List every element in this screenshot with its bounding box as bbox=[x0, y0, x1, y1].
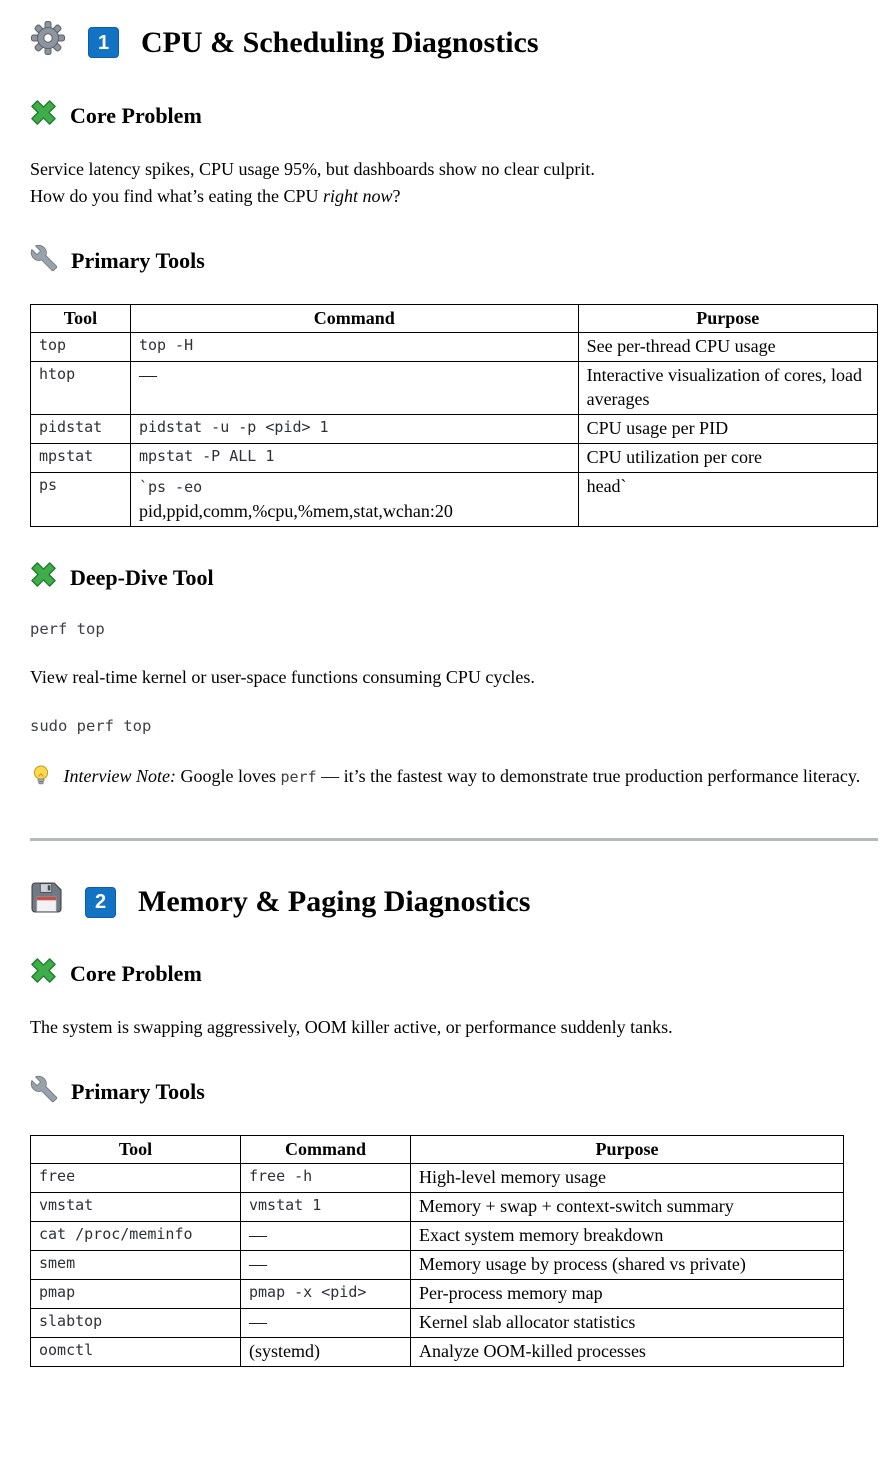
table-row bbox=[31, 1222, 844, 1251]
green-cross-icon bbox=[30, 957, 57, 990]
table-row bbox=[31, 1309, 844, 1338]
column-header-command: Command bbox=[241, 1136, 411, 1164]
purpose-cell: CPU utilization per core bbox=[578, 444, 877, 473]
column-header-tool: Tool bbox=[31, 1136, 241, 1164]
core-problem-heading-1 bbox=[30, 99, 878, 132]
purpose-cell: Exact system memory breakdown bbox=[411, 1222, 844, 1251]
table-row bbox=[31, 1164, 844, 1193]
table-row bbox=[31, 1193, 844, 1222]
command-code-fragment: `ps -eo bbox=[138, 478, 203, 496]
section1-title-row bbox=[30, 20, 878, 65]
deep-dive-label: Deep-Dive Tool bbox=[70, 564, 214, 590]
column-header-purpose: Purpose bbox=[578, 305, 877, 333]
note-inline-code: perf bbox=[280, 768, 317, 786]
purpose-cell: CPU usage per PID bbox=[578, 415, 877, 444]
core-problem-label: Core Problem bbox=[70, 960, 202, 986]
command-cell: top -H bbox=[130, 333, 578, 362]
note-label: Interview Note: bbox=[63, 766, 176, 786]
table-row bbox=[31, 415, 878, 444]
purpose-cell: head` bbox=[578, 473, 877, 527]
green-cross-icon bbox=[30, 561, 57, 594]
primary-tools-heading-1 bbox=[30, 244, 878, 278]
table-header-row bbox=[31, 305, 878, 333]
tool-cell: top bbox=[31, 333, 131, 362]
purpose-cell: Memory + swap + context-switch summary bbox=[411, 1193, 844, 1222]
lightbulb-icon bbox=[30, 770, 57, 790]
memory-tools-table bbox=[30, 1135, 844, 1367]
purpose-cell: Per-process memory map bbox=[411, 1280, 844, 1309]
command-cell: (systemd) bbox=[241, 1338, 411, 1367]
green-cross-icon bbox=[30, 99, 57, 132]
deep-dive-description: View real-time kernel or user-space functions consuming CPU cycles. bbox=[30, 667, 535, 687]
command-cell: — bbox=[241, 1251, 411, 1280]
tool-cell: mpstat bbox=[31, 444, 131, 473]
tool-cell: pidstat bbox=[31, 415, 131, 444]
purpose-cell: Interactive visualization of cores, load averages bbox=[578, 362, 877, 415]
deep-dive-heading bbox=[30, 561, 878, 594]
command-cell bbox=[130, 473, 578, 527]
gear-icon bbox=[30, 20, 66, 65]
command-cell: vmstat 1 bbox=[241, 1193, 411, 1222]
code-perf-top: perf top bbox=[30, 620, 105, 638]
purpose-cell: Analyze OOM-killed processes bbox=[411, 1338, 844, 1367]
tool-cell: ps bbox=[31, 473, 131, 527]
tool-cell: smem bbox=[31, 1251, 241, 1280]
primary-tools-label: Primary Tools bbox=[71, 1079, 205, 1104]
column-header-tool: Tool bbox=[31, 305, 131, 333]
core-problem-heading-2 bbox=[30, 957, 878, 990]
command-cell: pidstat -u -p <pid> 1 bbox=[130, 415, 578, 444]
problem-line-2-end: ? bbox=[392, 186, 401, 206]
note-text-before: Google loves bbox=[175, 766, 281, 786]
table-row bbox=[31, 1251, 844, 1280]
purpose-cell: See per-thread CPU usage bbox=[578, 333, 877, 362]
tool-cell: free bbox=[31, 1164, 241, 1193]
interview-note bbox=[30, 763, 878, 794]
section2-title: Memory & Paging Diagnostics bbox=[138, 885, 531, 918]
column-header-command: Command bbox=[130, 305, 578, 333]
primary-tools-heading-2 bbox=[30, 1075, 878, 1109]
section-cpu bbox=[30, 20, 878, 794]
command-cell: pmap -x <pid> bbox=[241, 1280, 411, 1309]
table-row bbox=[31, 444, 878, 473]
table-row bbox=[31, 1280, 844, 1309]
purpose-cell: Memory usage by process (shared vs private) bbox=[411, 1251, 844, 1280]
command-cell: free -h bbox=[241, 1164, 411, 1193]
section-memory bbox=[30, 881, 878, 1367]
column-header-purpose: Purpose bbox=[411, 1136, 844, 1164]
section2-number-badge: 2 bbox=[85, 887, 116, 918]
problem-emphasis: right now bbox=[322, 186, 393, 206]
code-sudo-perf-top: sudo perf top bbox=[30, 717, 152, 735]
command-cell: — bbox=[130, 362, 578, 415]
purpose-cell: Kernel slab allocator statistics bbox=[411, 1309, 844, 1338]
command-plain-fragment: pid,ppid,comm,%cpu,%mem,stat,wchan:20 bbox=[138, 501, 453, 521]
table-row bbox=[31, 362, 878, 415]
tool-cell: oomctl bbox=[31, 1338, 241, 1367]
tool-cell: pmap bbox=[31, 1280, 241, 1309]
problem-text-2: The system is swapping aggressively, OOM killer active, or performance suddenly tanks. bbox=[30, 1017, 673, 1037]
tool-cell: slabtop bbox=[31, 1309, 241, 1338]
command-cell: — bbox=[241, 1222, 411, 1251]
core-problem-label: Core Problem bbox=[70, 102, 202, 128]
command-cell: mpstat -P ALL 1 bbox=[130, 444, 578, 473]
problem-line-2: How do you find what’s eating the CPU bbox=[30, 186, 323, 206]
primary-tools-label: Primary Tools bbox=[71, 248, 205, 273]
table-row bbox=[31, 1338, 844, 1367]
note-text-after: — it’s the fastest way to demonstrate true production performance literacy. bbox=[316, 766, 861, 786]
wrench-icon bbox=[30, 244, 58, 278]
section1-number-badge: 1 bbox=[88, 27, 119, 58]
tool-cell: cat /proc/meminfo bbox=[31, 1222, 241, 1251]
purpose-cell: High-level memory usage bbox=[411, 1164, 844, 1193]
section-divider bbox=[30, 838, 878, 841]
table-header-row bbox=[31, 1136, 844, 1164]
table-row bbox=[31, 333, 878, 362]
problem-line-1: Service latency spikes, CPU usage 95%, but dashboards show no clear culprit. bbox=[30, 159, 595, 179]
table-row bbox=[31, 473, 878, 527]
tool-cell: vmstat bbox=[31, 1193, 241, 1222]
section1-title: CPU & Scheduling Diagnostics bbox=[141, 25, 539, 59]
tool-cell: htop bbox=[31, 362, 131, 415]
floppy-disk-icon bbox=[30, 881, 63, 923]
problem-text-1 bbox=[30, 156, 878, 210]
cpu-tools-table bbox=[30, 304, 878, 527]
wrench-icon bbox=[30, 1075, 58, 1109]
section2-title-row bbox=[30, 881, 878, 923]
command-cell: — bbox=[241, 1309, 411, 1338]
